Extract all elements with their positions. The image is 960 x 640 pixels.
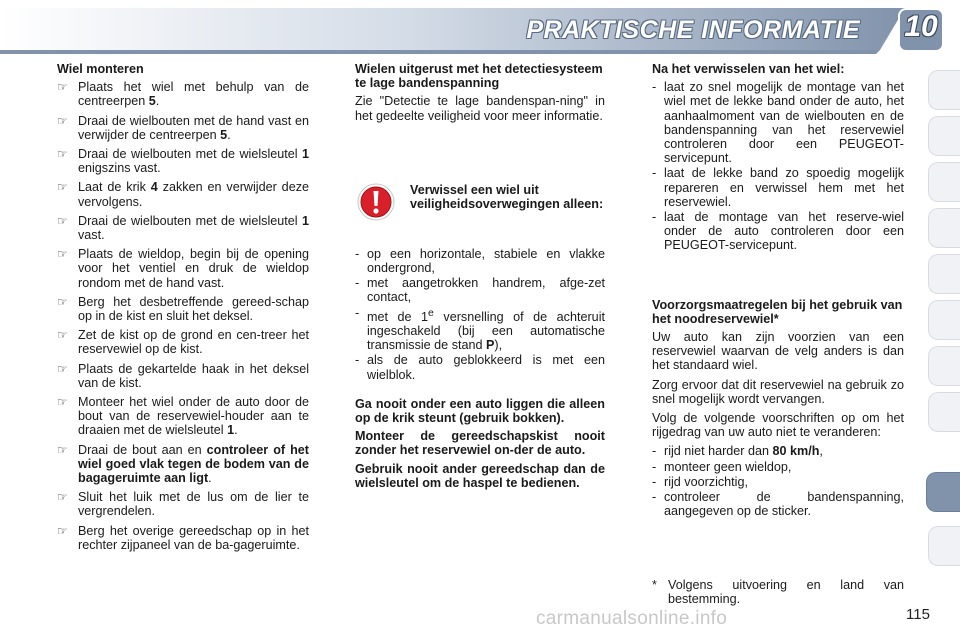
instruction-item — [57, 180, 309, 208]
instruction-item — [57, 214, 309, 242]
condition-text: ), — [494, 338, 503, 353]
section-heading: Voorzorgsmaatregelen bij het gebruik van het noodreservewiel* — [652, 297, 903, 326]
hand-pointer-icon: ☞ — [57, 80, 68, 95]
after-change-list — [652, 80, 904, 252]
safety-rule: Ga nooit onder een auto liggen die alleen op de krik steunt (gebruik bokken). — [355, 396, 605, 426]
instruction-text: enigszins vast. — [78, 161, 161, 176]
page-number: 115 — [906, 606, 930, 623]
dash-marker: - — [652, 444, 657, 459]
after-change-item — [652, 80, 904, 165]
instruction-text: Laat de krik — [78, 180, 151, 195]
hand-pointer-icon: ☞ — [57, 180, 68, 195]
instruction-item — [57, 328, 309, 356]
rule-text: rijd voorzichtig, — [664, 474, 748, 489]
hand-pointer-icon: ☞ — [57, 523, 68, 538]
hand-pointer-icon: ☞ — [57, 294, 68, 309]
safety-rule: Monteer de gereedschapskist nooit zonder het reservewiel on-der de auto. — [355, 429, 605, 458]
rule-text: , — [819, 444, 823, 459]
condition-text: als de auto geblokkeerd is met een wielblok. — [367, 353, 605, 382]
condition-text: op een horizontale, stabiele en vlakke ondergrond, — [367, 246, 605, 276]
instruction-text: Berg het desbetreffende gereed-schap op in de kist en sluit het deksel. — [78, 294, 309, 324]
hand-pointer-icon: ☞ — [57, 328, 68, 343]
instruction-item — [57, 395, 309, 438]
instruction-text: Monteer het wiel onder de auto door de bout van de reservewiel-houder aan te draaien met de wielsleutel — [78, 395, 309, 438]
dash-marker: - — [355, 305, 360, 320]
chapter-tab[interactable] — [928, 254, 960, 294]
instruction-text: Draai de wielbouten met de hand vast en verwijder de centreerpen — [78, 113, 309, 142]
instruction-text: Plaats de gekartelde haak in het deksel van de kist. — [78, 361, 309, 390]
instruction-text: Zet de kist op de grond en cen-treer het reservewiel op de kist. — [78, 328, 309, 357]
hand-pointer-icon: ☞ — [57, 247, 68, 262]
dash-marker: - — [652, 210, 657, 225]
rule-item — [652, 475, 904, 489]
rule-item — [652, 490, 904, 518]
footnote-mark: * — [652, 578, 657, 592]
dash-marker: - — [652, 80, 657, 95]
watermark: carmanualsonline.info — [536, 608, 728, 629]
after-change-text: laat de montage van het reserve-wiel onder de auto controleren door een PEUGEOT-servicepunt. — [664, 210, 904, 253]
rule-text: monteer geen wieldop, — [664, 459, 792, 474]
instruction-item — [57, 362, 309, 390]
instruction-bold: 1 — [301, 213, 309, 228]
instruction-item — [57, 524, 309, 552]
instruction-item — [57, 147, 309, 175]
chapter-tab-active[interactable] — [926, 472, 960, 512]
chapter-tab[interactable] — [928, 70, 960, 110]
instruction-bold: 5 — [148, 94, 156, 109]
instruction-item — [57, 295, 309, 323]
section-heading: Na het verwisselen van het wiel: — [652, 62, 845, 76]
rule-text: rijd niet harder dan — [664, 444, 773, 459]
spare-wheel-rules — [652, 444, 904, 518]
column-safety — [355, 62, 605, 494]
condition-text: met de 1 — [367, 309, 429, 324]
condition-item — [355, 247, 605, 275]
rule-bold: 80 km/h — [772, 444, 820, 459]
conditions-list — [355, 247, 605, 382]
hand-pointer-icon: ☞ — [57, 213, 68, 228]
hand-pointer-icon: ☞ — [57, 113, 68, 128]
instruction-text: Plaats de wieldop, begin bij de opening voor het ventiel en druk de wieldop rondom met de hand vast. — [78, 247, 309, 290]
condition-bold: P — [486, 338, 495, 353]
exclamation-warning-icon — [357, 183, 395, 221]
footnote — [652, 578, 904, 607]
rule-text: controleer de bandenspanning, aangegeven op de sticker. — [664, 490, 904, 519]
footnote-text: Volgens uitvoering en land van bestemming. — [668, 578, 904, 607]
instruction-text: zakken en verwijder deze vervolgens. — [78, 180, 309, 209]
paragraph: Zorg ervoor dat dit reservewiel na gebruik zo snel mogelijk wordt vervangen. — [652, 377, 904, 406]
condition-item — [355, 353, 605, 381]
intro-text: Zie "Detectie te lage bandenspan-ning" in het gedeelte veiligheid voor meer informatie. — [355, 94, 605, 123]
instruction-item — [57, 247, 309, 290]
instruction-bold: 1 — [227, 423, 235, 438]
instruction-bold: 1 — [301, 147, 309, 162]
instruction-text: . — [227, 127, 231, 142]
chapter-tab[interactable] — [928, 116, 960, 156]
after-change-item — [652, 210, 904, 253]
hand-pointer-icon: ☞ — [57, 147, 68, 162]
rule-item — [652, 460, 904, 474]
dash-marker: - — [652, 490, 657, 505]
instruction-text: vast. — [78, 228, 105, 243]
chapter-number: 10 — [904, 10, 938, 43]
dash-marker: - — [652, 474, 657, 489]
chapter-header — [0, 0, 960, 62]
instruction-bold: 4 — [150, 180, 158, 195]
condition-item — [355, 276, 605, 304]
chapter-tab[interactable] — [928, 208, 960, 248]
chapter-tab[interactable] — [928, 346, 960, 386]
chapter-tab[interactable] — [928, 162, 960, 202]
column-after-change — [652, 62, 904, 519]
after-change-text: laat zo snel mogelijk de montage van het wiel met de lekke band onder de auto, het aanhaalmoment van de wielbouten en de bandenspanning van het reservewiel controleren door een PEUGEOT-servicepunt. — [664, 80, 904, 166]
instruction-text: . — [234, 423, 238, 438]
instruction-item — [57, 443, 309, 486]
dash-marker: - — [652, 166, 657, 181]
hand-pointer-icon: ☞ — [57, 442, 68, 457]
hand-pointer-icon: ☞ — [57, 361, 68, 376]
instruction-bold: controleer of het wiel goed vlak tegen de bodem van de bagageruimte aan ligt — [78, 442, 309, 486]
warning-block — [355, 183, 605, 241]
after-change-item — [652, 166, 904, 209]
after-change-text: laat de lekke band zo spoedig mogelijk repareren en verwissel hem met het reservewiel. — [664, 166, 904, 209]
instruction-list — [57, 80, 309, 552]
chapter-tab[interactable] — [928, 392, 960, 432]
dash-marker: - — [355, 246, 360, 261]
dash-marker: - — [355, 276, 360, 291]
paragraph: Uw auto kan zijn voorzien van een reservewiel waarvan de velg anders is dan het standaard wiel. — [652, 330, 904, 373]
instruction-text: Plaats het wiel met behulp van de centreerpen — [78, 80, 309, 109]
superscript: e — [428, 306, 434, 319]
chapter-tabs — [928, 60, 960, 580]
instruction-text: . — [208, 471, 212, 486]
instruction-bold: 5 — [220, 127, 228, 142]
column-wiel-monteren — [57, 62, 309, 557]
instruction-text: Draai de wielbouten met de wielsleutel — [78, 147, 302, 162]
safety-rule: Gebruik nooit ander gereedschap dan de wielsleutel om de haspel te bedienen. — [355, 461, 605, 490]
instruction-text: . — [155, 94, 160, 109]
condition-text: met aangetrokken handrem, afge-zet contact, — [367, 276, 605, 305]
condition-item — [355, 306, 605, 353]
instruction-item — [57, 114, 309, 142]
hand-pointer-icon: ☞ — [57, 490, 68, 505]
instruction-text: Sluit het luik met de lus om de lier te vergrendelen. — [78, 490, 309, 519]
instruction-item — [57, 80, 309, 108]
instruction-text: Berg het overige gereedschap op in het rechter zijpaneel van de ba-gageruimte. — [78, 523, 309, 552]
condition-text: versnelling of de achteruit ingeschakeld (bij een automatische transmissie de stand — [367, 309, 605, 353]
chapter-title: PRAKTISCHE INFORMATIE — [526, 16, 860, 44]
dash-marker: - — [652, 459, 657, 474]
dash-marker: - — [355, 353, 360, 368]
instruction-text: Draai de wielbouten met de wielsleutel — [78, 213, 302, 228]
warning-title: Verwissel een wiel uit veiligheidsoverwegingen alleen: — [410, 182, 604, 212]
instruction-item — [57, 490, 309, 518]
chapter-tab[interactable] — [928, 526, 960, 566]
paragraph: Volg de volgende voorschriften op om het rijgedrag van uw auto niet te veranderen: — [652, 411, 904, 440]
section-heading: Wiel monteren — [57, 62, 144, 76]
instruction-text: Draai de bout aan en — [78, 442, 207, 457]
section-heading: Wielen uitgerust met het detectiesysteem te lage bandenspanning — [355, 62, 603, 91]
rule-item — [652, 444, 904, 458]
chapter-tab[interactable] — [928, 300, 960, 340]
hand-pointer-icon: ☞ — [57, 395, 68, 410]
